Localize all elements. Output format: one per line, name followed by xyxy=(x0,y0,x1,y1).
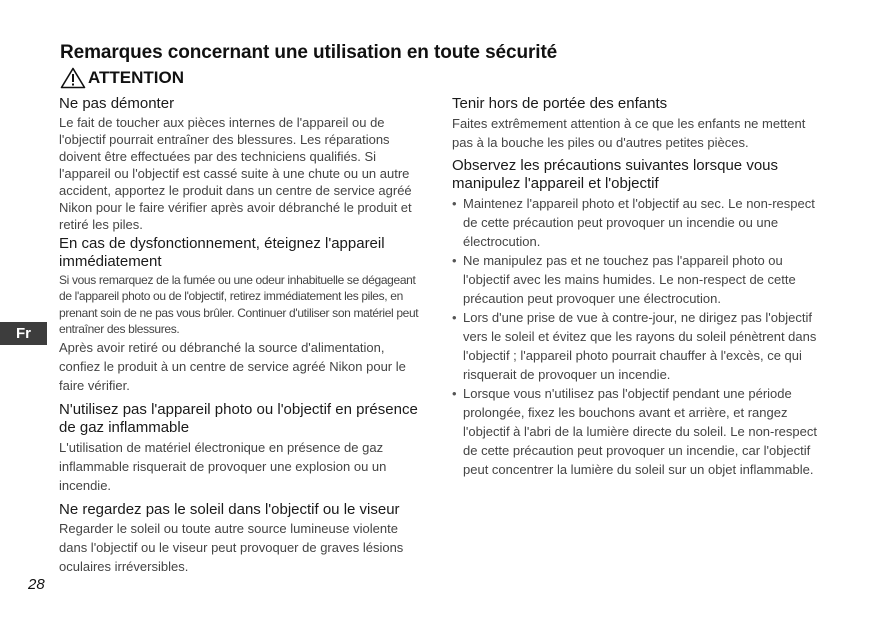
section-body: Après avoir retiré ou débranché la source d'alimentation, confiez le produit à un centre de service agréé Nikon pour le faire vérifier. xyxy=(59,339,406,393)
section-heading: Tenir hors de portée des enfants xyxy=(452,95,668,112)
page-number: 28 xyxy=(28,576,45,593)
left-column xyxy=(59,95,425,576)
section-heading: Observez les précautions suivantes lorsque vous manipulez l'appareil et l'objectif xyxy=(452,156,779,192)
section-children xyxy=(452,95,818,152)
section-heading: N'utilisez pas l'appareil photo ou l'objectif en présence de gaz inflammable xyxy=(59,400,418,436)
section-body: L'utilisation de matériel électronique en présence de gaz inflammable risquerait de provoquer une explosion ou un incendie. xyxy=(59,439,387,493)
section-heading: En cas de dysfonctionnement, éteignez l'appareil immédiatement xyxy=(59,234,385,270)
section-body: Faites extrêmement attention à ce que les enfants ne mettent pas à la bouche les piles ou d'autres petites pièces. xyxy=(452,115,806,150)
section-do-not-disassemble xyxy=(59,95,425,233)
precaution-list xyxy=(452,194,818,479)
section-flammable-gas xyxy=(59,401,425,495)
section-handling-precautions xyxy=(452,157,818,479)
page-title: Remarques concernant une utilisation en toute sécurité xyxy=(60,42,558,63)
warning-triangle-icon xyxy=(60,67,86,89)
warning-header xyxy=(60,66,184,90)
list-item: • Lorsque vous n'utilisez pas l'objectif pendant une période prolongée, fixez les bouchons avant et arrière, et rangez l'objectif à l'abri de la lumière directe du soleil. Le non-respect de cette précaution peut provoquer un incendie, car l'objectif peut concentrer la lumière du soleil sur un objet inflammable. xyxy=(452,384,818,479)
warning-label: ATTENTION xyxy=(88,68,185,87)
section-body: Le fait de toucher aux pièces internes de l'appareil ou de l'objectif pourrait entraîner des blessures. Les réparations doivent être effectuées par des techniciens qualifiés. Si l'appareil ou l'objectif est cassé suite à une chute ou un autre accident, apportez le produit dans un centre de service agréé Nikon pour le faire vérifier après avoir débranché le produit et retiré les piles. xyxy=(59,114,412,232)
list-item: • Lors d'une prise de vue à contre-jour, ne dirigez pas l'objectif vers le soleil et évitez que les rayons du soleil pénètrent dans l'objectif ; l'appareil photo pourrait chauffer à l'excès, ce qui risquerait de provoquer un incendie. xyxy=(452,308,818,384)
section-body: Si vous remarquez de la fumée ou une odeur inhabituelle se dégageant de l'appareil photo ou de l'objectif, retirez immédiatement les piles, en prenant soin de ne pas vous brûler. Continuer d'utiliser son matériel peut entraîner des blessures. xyxy=(59,272,419,336)
section-heading: Ne regardez pas le soleil dans l'objectif ou le viseur xyxy=(59,500,400,518)
section-sun-viewfinder xyxy=(59,501,425,577)
section-malfunction xyxy=(59,235,425,395)
right-column xyxy=(452,95,818,479)
list-item: • Maintenez l'appareil photo et l'objectif au sec. Le non-respect de cette précaution peut provoquer un incendie ou une électrocution. xyxy=(452,194,818,251)
list-item: • Ne manipulez pas et ne touchez pas l'appareil photo ou l'objectif avec les mains humides. Le non-respect de cette précaution peut provoquer une électrocution. xyxy=(452,251,818,308)
section-heading: Ne pas démonter xyxy=(59,95,175,112)
section-body: Regarder le soleil ou toute autre source lumineuse violente dans l'objectif ou le viseur peut provoquer de graves lésions oculaires irréversibles. xyxy=(59,521,404,574)
language-tab: Fr xyxy=(0,322,47,345)
